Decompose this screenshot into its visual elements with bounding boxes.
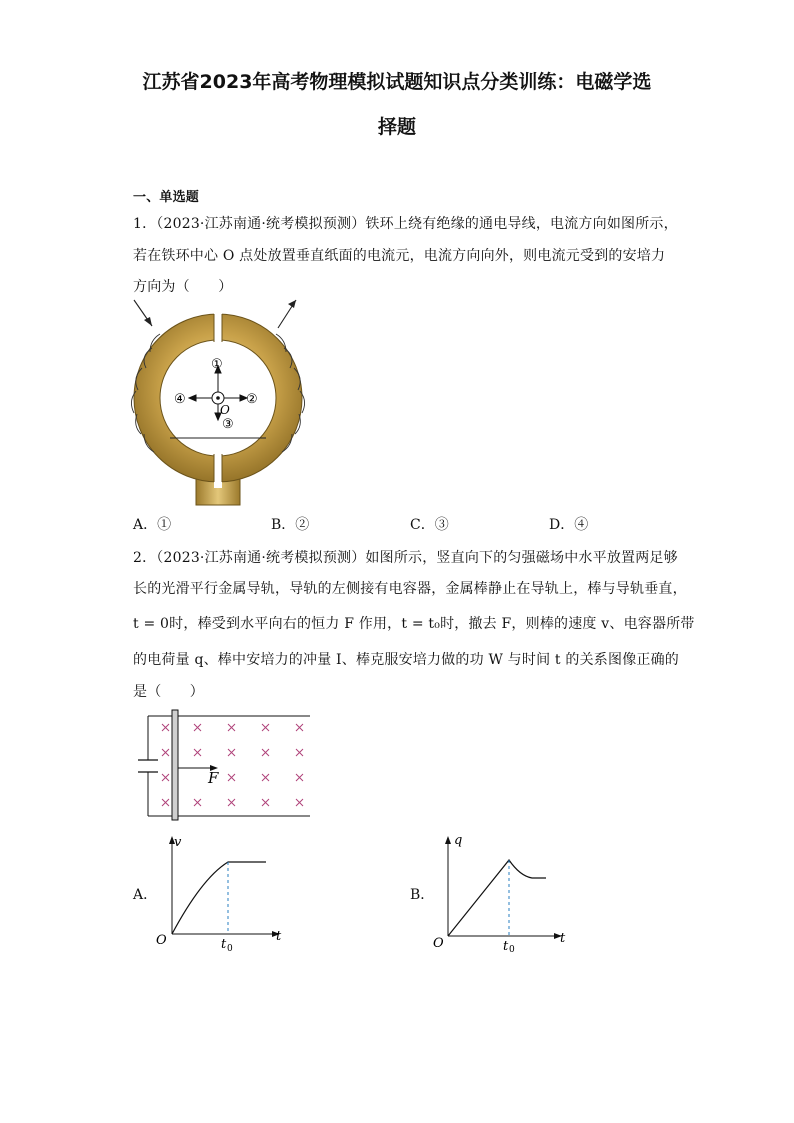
velocity-curve [172, 862, 266, 934]
page-title-continued: 择题 [377, 116, 416, 138]
charge-curve [448, 860, 546, 936]
q2-graph-b [428, 830, 574, 952]
metal-rod [172, 710, 178, 820]
q1-iron-ring-figure [128, 296, 308, 510]
label-3: ③ [222, 417, 234, 432]
label-origin: O [220, 403, 230, 417]
q2-text-line3: t = 0时，棒受到水平向右的恒力 F 作用，t = t₀时，撤去 F，则棒的速度 v、电容器所带 [133, 616, 695, 632]
graph-b-t0: t [503, 939, 509, 952]
section-heading: 一、单选题 [133, 190, 200, 205]
q1-option-d[interactable]: D．④ [549, 517, 589, 533]
q2-text-line4: 的电荷量 q、棒中安培力的冲量 I、棒克服安培力做的功 W 与时间 t 的关系图像正确的 [133, 652, 680, 668]
q2-graph-a [152, 830, 292, 952]
q1-option-b[interactable]: B．② [271, 517, 310, 533]
q2-option-a[interactable]: A． [133, 887, 158, 903]
q1-option-c[interactable]: C．③ [410, 517, 449, 533]
q2-rail-circuit-figure [130, 708, 315, 823]
graph-a-t0: t [221, 937, 227, 952]
q1-text-line2: 若在铁环中心 O 点处放置垂直纸面的电流元，电流方向向外，则电流元受到的安培力 [133, 248, 666, 264]
label-2: ② [246, 392, 258, 407]
graph-b-t0-sub: 0 [509, 945, 515, 952]
graph-b-origin: O [433, 936, 444, 951]
graph-a-y-label: v [174, 835, 182, 850]
q2-text-line1: 2．（2023·江苏南通·统考模拟预测）如图所示，竖直向下的匀强磁场中水平放置两足够 [133, 550, 678, 566]
q1-text-line3: 方向为（ ） [133, 279, 233, 295]
graph-a-x-label: t [276, 929, 282, 944]
q2-text-line2: 长的光滑平行金属导轨，导轨的左侧接有电容器，金属棒静止在导轨上，棒与导轨垂直， [133, 581, 687, 597]
label-4: ④ [174, 392, 186, 407]
magnetic-field-cross-icons [162, 724, 303, 806]
label-1: ① [211, 357, 223, 372]
q2-text-line5: 是（ ） [133, 684, 204, 700]
q1-option-a[interactable]: A．① [133, 517, 172, 533]
graph-b-y-label: q [454, 833, 463, 848]
q1-text-line1: 1．（2023·江苏南通·统考模拟预测）铁环上绕有绝缘的通电导线，电流方向如图所示， [133, 216, 678, 232]
current-in-arrow-icon [144, 317, 152, 326]
graph-a-origin: O [156, 933, 167, 948]
force-label: F [208, 769, 219, 787]
page-title: 江苏省2023年高考物理模拟试题知识点分类训练：电磁学选 [142, 71, 652, 93]
q2-option-b[interactable]: B． [410, 887, 435, 903]
graph-a-t0-sub: 0 [227, 944, 233, 952]
graph-b-x-label: t [560, 931, 566, 946]
